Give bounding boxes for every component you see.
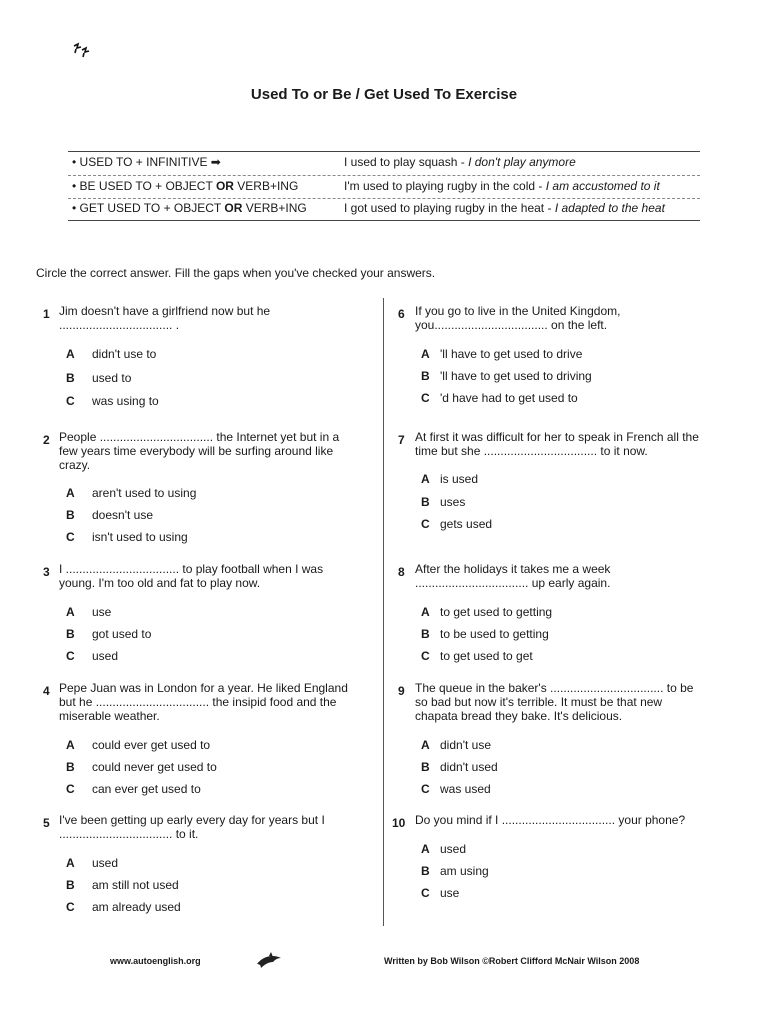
question-text: [415, 562, 733, 590]
rule-row-get-used-to: [72, 201, 702, 221]
option-text[interactable]: 'll have to get used to drive: [440, 347, 583, 361]
option-letter[interactable]: A: [421, 842, 430, 856]
option-text[interactable]: was used: [440, 782, 491, 796]
question-line: The queue in the baker's .................................. to be: [415, 681, 694, 695]
rule-meaning: I adapted to the heat: [554, 201, 665, 215]
question-line: young. I'm too old and fat to play now.: [59, 576, 261, 590]
option-letter[interactable]: B: [421, 627, 430, 641]
option-letter[interactable]: C: [66, 530, 75, 544]
question-number: 9: [398, 684, 405, 698]
question-number: 6: [398, 307, 405, 321]
question-line: Pepe Juan was in London for a year. He liked England: [59, 681, 348, 695]
option-letter[interactable]: C: [66, 900, 75, 914]
option-letter[interactable]: A: [66, 856, 75, 870]
question-line: Jim doesn't have a girlfriend now but he: [59, 304, 271, 318]
option-text[interactable]: got used to: [92, 627, 152, 641]
question-number: 1: [43, 307, 50, 321]
question-text: [59, 681, 377, 723]
question-text: [59, 813, 377, 841]
option-text[interactable]: used: [92, 649, 119, 663]
table-divider: [68, 175, 700, 176]
rule-or: OR: [215, 179, 234, 193]
option-letter[interactable]: A: [66, 347, 75, 361]
option-letter[interactable]: A: [66, 605, 75, 619]
option-letter[interactable]: C: [66, 649, 75, 663]
question-line: you.................................. on the left.: [415, 318, 608, 332]
question-number: 8: [398, 565, 405, 579]
option-text[interactable]: 'll have to get used to driving: [440, 369, 592, 383]
option-text[interactable]: used to: [92, 371, 132, 385]
option-text[interactable]: to get used to getting: [440, 605, 553, 619]
question-line: I .................................. to play football when I was: [59, 562, 324, 576]
question-line: After the holidays it takes me a week: [415, 562, 611, 576]
option-letter[interactable]: C: [66, 394, 75, 408]
option-letter[interactable]: C: [421, 886, 430, 900]
question-line: chapata bread they bake. It's delicious.: [415, 709, 623, 723]
option-letter[interactable]: B: [66, 371, 75, 385]
dolphin-icon: [255, 950, 283, 970]
table-divider: [68, 198, 700, 199]
question-line: but he .................................. the insipid food and the: [59, 695, 337, 709]
option-letter[interactable]: C: [421, 391, 430, 405]
option-letter[interactable]: B: [66, 760, 75, 774]
rule-row-used-to: [72, 155, 702, 175]
rule-meaning: I am accustomed to it: [545, 179, 660, 193]
option-letter[interactable]: A: [421, 472, 430, 486]
option-letter[interactable]: B: [421, 864, 430, 878]
question-number: 10: [392, 816, 406, 830]
rule-form: BE USED TO + OBJECT: [79, 179, 216, 193]
instructions: Circle the correct answer. Fill the gaps when you've checked your answers.: [36, 266, 436, 280]
option-letter[interactable]: B: [421, 369, 430, 383]
question-line: few years time everybody will be surfing around like: [59, 444, 334, 458]
page-title: Used To or Be / Get Used To Exercise: [250, 86, 518, 103]
option-text[interactable]: aren't used to using: [92, 486, 197, 500]
rule-or: OR: [224, 201, 243, 215]
column-divider: [383, 298, 384, 926]
question-number: 7: [398, 433, 405, 447]
bullet: •: [72, 179, 77, 193]
question-text: [415, 430, 733, 458]
rule-form-tail: VERB+ING: [233, 179, 299, 193]
option-text[interactable]: used: [440, 842, 467, 856]
bullet: •: [72, 155, 77, 169]
option-letter[interactable]: B: [421, 495, 430, 509]
question-number: 3: [43, 565, 50, 579]
rule-example: I used to play squash -: [344, 155, 469, 169]
option-letter[interactable]: C: [66, 782, 75, 796]
rule-form-tail: VERB+ING: [242, 201, 307, 215]
option-letter[interactable]: A: [421, 738, 430, 752]
option-letter[interactable]: C: [421, 517, 430, 531]
option-text[interactable]: used: [92, 856, 119, 870]
question-line: .................................. up early again.: [415, 576, 611, 590]
question-line: Do you mind if I .................................. your phone?: [415, 813, 686, 827]
question-text: [59, 430, 377, 472]
question-number: 2: [43, 433, 50, 447]
option-letter[interactable]: C: [421, 782, 430, 796]
footer-credit: Written by Bob Wilson ©Robert Clifford McNair Wilson 2008: [384, 956, 640, 966]
option-letter[interactable]: A: [421, 605, 430, 619]
option-text[interactable]: am using: [440, 864, 489, 878]
option-text[interactable]: could never get used to: [92, 760, 217, 774]
option-letter[interactable]: B: [66, 627, 75, 641]
option-letter[interactable]: A: [66, 486, 75, 500]
rule-form: GET USED TO + OBJECT: [79, 201, 225, 215]
option-text[interactable]: to get used to get: [440, 649, 533, 663]
option-text[interactable]: am still not used: [92, 878, 179, 892]
option-text[interactable]: could ever get used to: [92, 738, 211, 752]
option-text[interactable]: isn't used to using: [92, 530, 188, 544]
question-text: [59, 304, 377, 332]
option-letter[interactable]: C: [421, 649, 430, 663]
question-text: [415, 304, 733, 332]
question-number: 5: [43, 816, 50, 830]
option-text[interactable]: gets used: [440, 517, 493, 531]
option-text[interactable]: can ever get used to: [92, 782, 201, 796]
option-text[interactable]: am already used: [92, 900, 181, 914]
question-line: miserable weather.: [59, 709, 160, 723]
question-line: People .................................. the Internet yet but in a: [59, 430, 340, 444]
option-text[interactable]: was using to: [92, 394, 159, 408]
question-line: At first it was difficult for her to speak in French all the: [415, 430, 699, 444]
option-text[interactable]: didn't use to: [92, 347, 157, 361]
option-text[interactable]: to be used to getting: [440, 627, 549, 641]
option-letter[interactable]: B: [421, 760, 430, 774]
option-text[interactable]: use: [440, 886, 460, 900]
bullet: •: [72, 201, 77, 215]
birds-logo-icon: [72, 42, 92, 58]
rule-example: I'm used to playing rugby in the cold -: [344, 179, 546, 193]
table-bottom-rule: [68, 220, 700, 221]
rule-example: I got used to playing rugby in the heat -: [344, 201, 555, 215]
question-number: 4: [43, 684, 50, 698]
question-line: so bad but now it's terrible. It must be that new: [415, 695, 663, 709]
option-letter[interactable]: B: [66, 508, 75, 522]
option-letter[interactable]: B: [66, 878, 75, 892]
question-text: [59, 562, 377, 590]
option-text[interactable]: uses: [440, 495, 466, 509]
question-text: [415, 813, 733, 827]
option-text[interactable]: doesn't use: [92, 508, 154, 522]
footer-website: www.autoenglish.org: [110, 956, 201, 966]
question-line: If you go to live in the United Kingdom,: [415, 304, 621, 318]
question-line: I've been getting up early every day for years but I: [59, 813, 325, 827]
option-letter[interactable]: A: [421, 347, 430, 361]
option-text[interactable]: use: [92, 605, 112, 619]
question-line: time but she .................................. to it now.: [415, 444, 648, 458]
question-text: [415, 681, 733, 723]
option-text[interactable]: didn't used: [440, 760, 498, 774]
option-letter[interactable]: A: [66, 738, 75, 752]
question-line: .................................. .: [59, 318, 180, 332]
question-line: .................................. to it.: [59, 827, 199, 841]
option-text[interactable]: is used: [440, 472, 479, 486]
option-text[interactable]: 'd have had to get used to: [440, 391, 578, 405]
rule-meaning: I don't play anymore: [468, 155, 576, 169]
question-line: crazy.: [59, 458, 91, 472]
option-text[interactable]: didn't use: [440, 738, 491, 752]
rule-form: USED TO + INFINITIVE ➡: [79, 155, 221, 169]
rule-row-be-used-to: [72, 179, 702, 199]
table-top-rule: [68, 151, 700, 152]
